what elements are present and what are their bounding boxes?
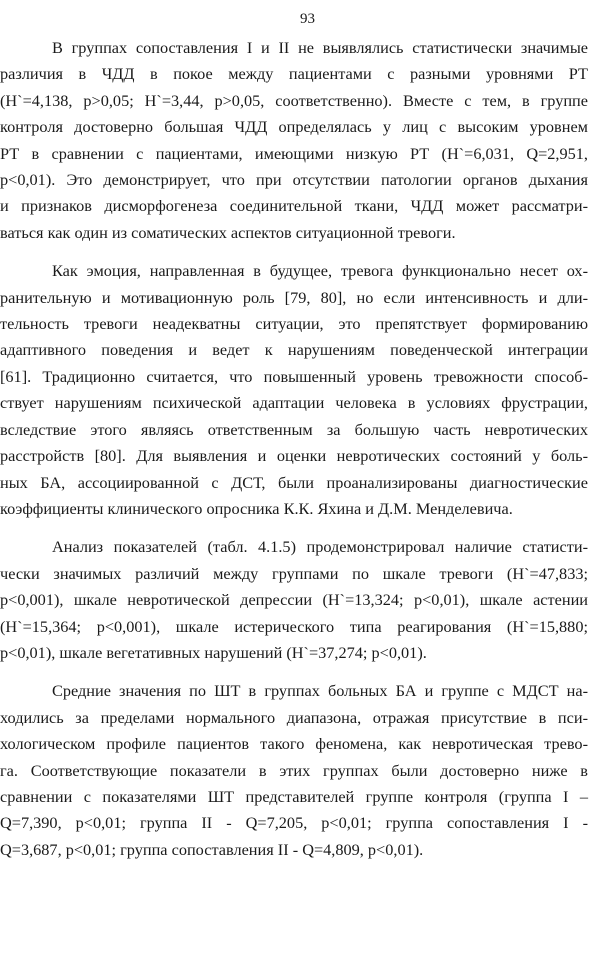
text-line: сравнении с показателями ШТ представителей группе контроля (группа I – <box>0 786 588 806</box>
text-line: чески значимых различий между группами по шкале тревоги (Н`=47,833; <box>0 563 588 583</box>
text-line: различия в ЧДД в покое между пациентами с разными уровнями РТ <box>0 64 588 84</box>
text-line: га. Соответствующие показатели в этих группах были достоверно ниже в <box>0 760 588 780</box>
paragraph-3 <box>0 534 588 666</box>
text-line: вследствие этого являясь ответственным за большую часть невротических <box>0 419 588 439</box>
text-line: (Н`=4,138, р>0,05; Н`=3,44, р>0,05, соответственно). Вместе с тем, в группе <box>0 90 588 110</box>
paragraph-2 <box>0 258 588 522</box>
text-line: коэффициенты клинического опросника К.К. Яхина и Д.М. Менделевича. <box>0 498 513 518</box>
text-line: [61]. Традиционно считается, что повышенный уровень тревожности способ- <box>0 366 588 386</box>
text-line: Q=3,687, р<0,01; группа сопоставления II - Q=4,809, р<0,01). <box>0 839 424 859</box>
text-line: тельность тревоги неадекватны ситуации, это препятствует формированию <box>0 314 588 334</box>
text-line: контроля достоверно большая ЧДД определялась у лиц с высоким уровнем <box>0 117 588 137</box>
text-line: и признаков дисморфогенеза соединительной ткани, ЧДД может рассматри- <box>0 196 588 216</box>
paragraph-1 <box>0 35 588 246</box>
text-line: р<0,01), шкале вегетативных нарушений (Н`=37,274; р<0,01). <box>0 642 427 662</box>
text-line: р<0,01). Это демонстрирует, что при отсутствии патологии органов дыхания <box>0 170 588 190</box>
text-line: Анализ показателей (табл. 4.1.5) продемонстрировал наличие статисти- <box>52 537 588 557</box>
text-line: ваться как один из соматических аспектов ситуационной тревоги. <box>0 222 456 242</box>
document-body <box>0 35 588 875</box>
text-line: Q=7,390, р<0,01; группа II - Q=7,205, р<0,01; группа сопоставления I - <box>0 813 588 833</box>
text-line: ходились за пределами нормального диапазона, отражая присутствие в пси- <box>0 707 588 727</box>
text-line: р<0,001), шкале невротической депрессии (Н`=13,324; р<0,01), шкале астении <box>0 590 588 610</box>
text-line: хологическом профиле пациентов такого феномена, как невротическая трево- <box>0 734 588 754</box>
text-line: адаптивного поведения и ведет к нарушениям поведенческой интеграции <box>0 340 588 360</box>
text-line: ранительную и мотивационную роль [79, 80], но если интенсивность и дли- <box>0 287 588 307</box>
paragraph-4 <box>0 678 588 863</box>
text-line: (Н`=15,364; р<0,001), шкале истерического типа реагирования (Н`=15,880; <box>0 616 588 636</box>
text-line: ствует нарушениям психической адаптации человека в условиях фрустрации, <box>0 393 588 413</box>
text-line: В группах сопоставления I и II не выявлялись статистически значимые <box>52 38 588 57</box>
text-line: ных БА, ассоциированной с ДСТ, были проанализированы диагностические <box>0 472 588 492</box>
text-line: расстройств [80]. Для выявления и оценки невротических состояний у боль- <box>0 446 588 466</box>
text-line: Как эмоция, направленная в будущее, тревога функционально несет ох- <box>52 261 588 281</box>
page-number: 93 <box>300 11 315 27</box>
text-line: РТ в сравнении с пациентами, имеющими низкую РТ (Н`=6,031, Q=2,951, <box>0 143 588 163</box>
text-line: Средние значения по ШТ в группах больных БА и группе с МДСТ на- <box>52 681 588 701</box>
